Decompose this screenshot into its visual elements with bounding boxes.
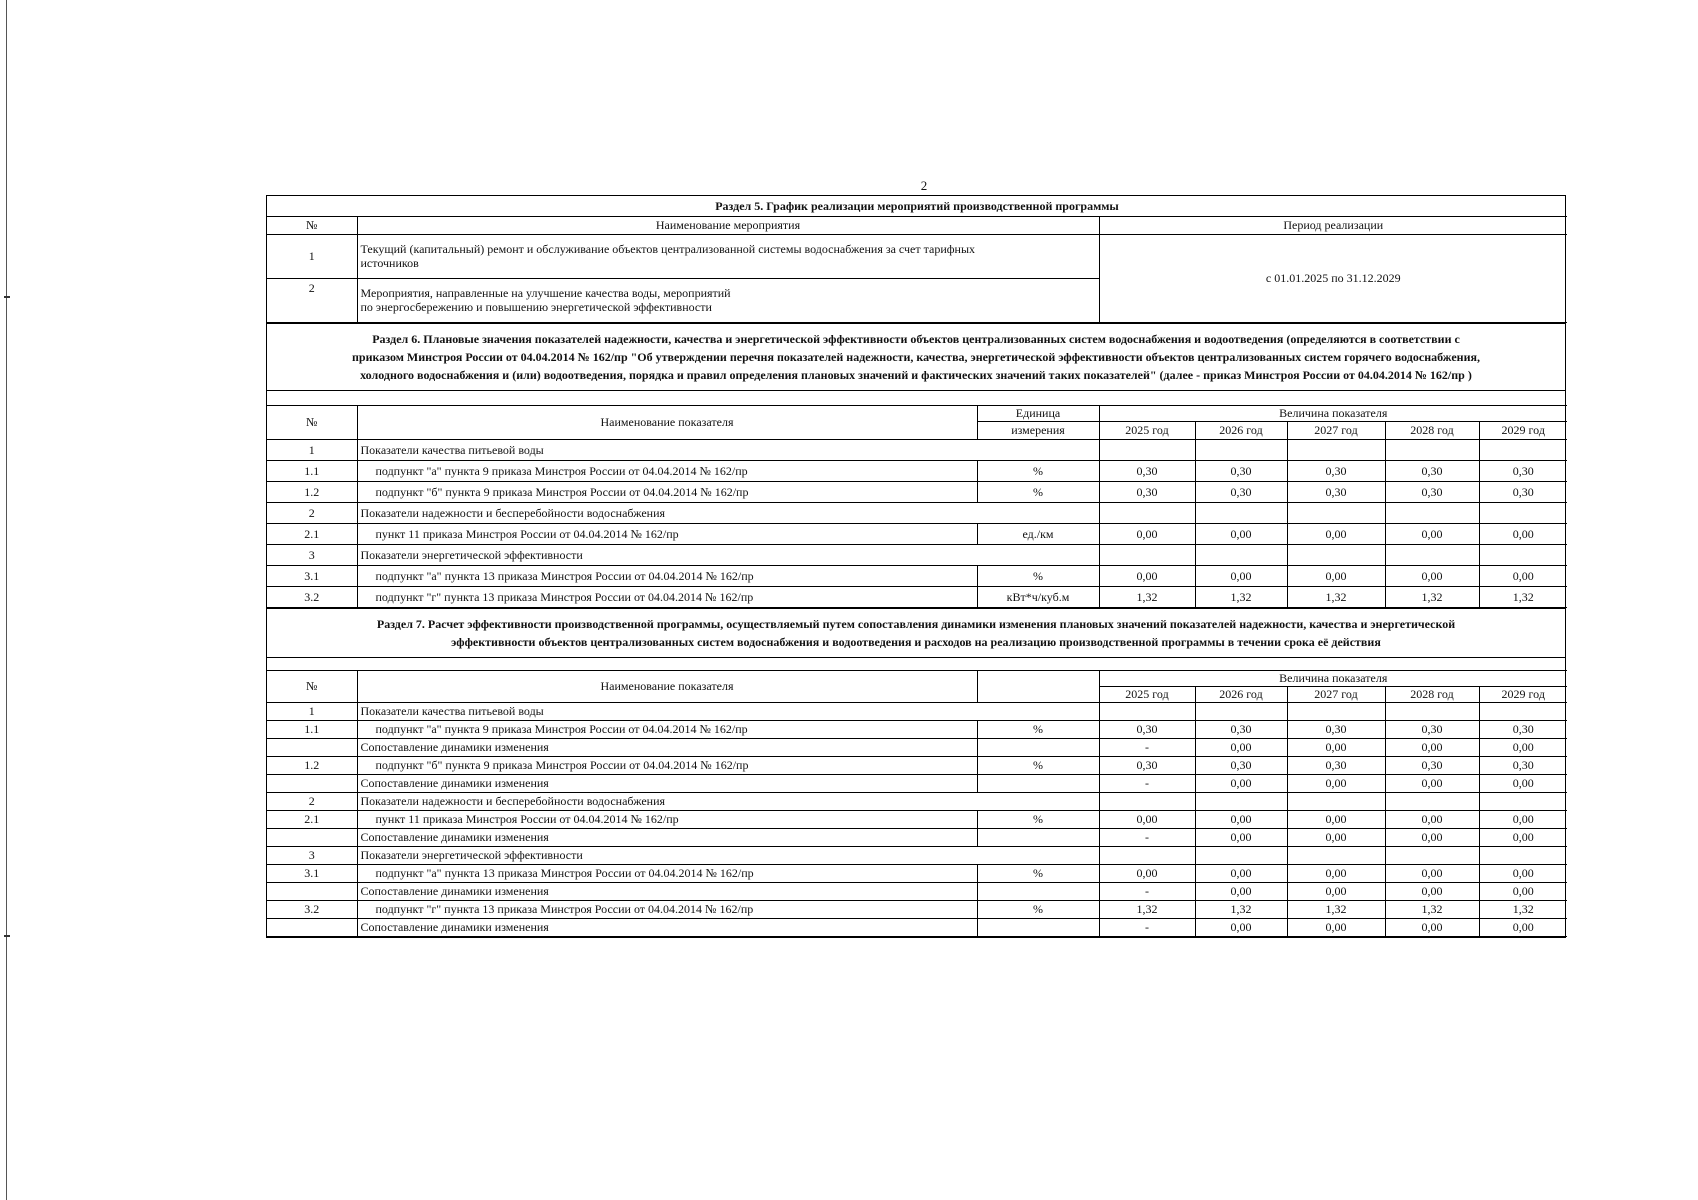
section6-col-num: № (267, 405, 357, 439)
section6-title-line: Раздел 6. Плановые значения показателей надежности, качества и энергетической эффективности объектов централизованных систем водоснабжения и водоотведения (определяются в соответствии с (372, 331, 1460, 346)
empty-cell (1287, 792, 1385, 810)
section6-row-item (267, 586, 1567, 607)
value-cell: - (1099, 882, 1195, 900)
section6-col-value: Величина показателя (1099, 405, 1567, 421)
unit-cell (977, 738, 1099, 756)
value-cell: 0,00 (1099, 565, 1195, 586)
section7-row-group (267, 792, 1567, 810)
value-cell: 0,30 (1385, 481, 1479, 502)
section6-year: 2025 год (1099, 421, 1195, 439)
value-cell: 0,00 (1479, 738, 1567, 756)
value-cell: 0,00 (1479, 774, 1567, 792)
value-cell: 1,32 (1195, 900, 1287, 918)
row-number: 3.1 (267, 565, 357, 586)
value-cell: 0,00 (1287, 523, 1385, 544)
indicator-name: подпункт "б" пункта 9 приказа Минстроя России от 04.04.2014 № 162/пр (357, 481, 977, 502)
value-cell: 0,00 (1385, 882, 1479, 900)
row-number: 3 (267, 544, 357, 565)
value-cell: 0,00 (1195, 918, 1287, 936)
value-cell: 0,00 (1385, 738, 1479, 756)
section6-year: 2026 год (1195, 421, 1287, 439)
value-cell: 0,00 (1385, 864, 1479, 882)
unit-cell (977, 918, 1099, 936)
empty-cell (1099, 544, 1195, 565)
value-cell: 0,00 (1287, 810, 1385, 828)
empty-cell (1099, 439, 1195, 460)
row-number: 1.2 (267, 481, 357, 502)
value-cell: 0,30 (1287, 460, 1385, 481)
section5-row-line: по энергосбережению и повышению энергетической эффективности (360, 300, 712, 314)
unit-cell: ед./км (977, 523, 1099, 544)
section5-col-num: № (267, 216, 357, 234)
section7-row-group (267, 846, 1567, 864)
section6-table (267, 405, 1567, 608)
group-name: Показатели надежности и бесперебойности водоснабжения (357, 502, 1099, 523)
section5-row-name (357, 234, 1099, 278)
section7-title-line: эффективности объектов централизованных систем водоснабжения и водоотведения и расходов на реализацию производственной программы в течении срока её действия (451, 634, 1381, 649)
empty-cell (1287, 502, 1385, 523)
indicator-name: подпункт "г" пункта 13 приказа Минстроя России от 04.04.2014 № 162/пр (357, 586, 977, 607)
value-cell: 0,30 (1479, 481, 1567, 502)
row-number (267, 918, 357, 936)
unit-cell: % (977, 756, 1099, 774)
section7-year: 2027 год (1287, 686, 1385, 702)
comparison-label: Сопоставление динамики изменения (357, 828, 977, 846)
value-cell: 1,32 (1479, 586, 1567, 607)
section7-row-group (267, 702, 1567, 720)
unit-cell (977, 774, 1099, 792)
section7-row-compare (267, 738, 1567, 756)
value-cell: 0,30 (1195, 720, 1287, 738)
value-cell: 0,00 (1195, 828, 1287, 846)
row-number: 3.2 (267, 900, 357, 918)
section6-row-item (267, 481, 1567, 502)
value-cell: 0,30 (1099, 720, 1195, 738)
empty-cell (1479, 502, 1567, 523)
empty-cell (1195, 846, 1287, 864)
row-number: 2 (267, 792, 357, 810)
section5-row-line: источников (360, 256, 419, 270)
value-cell: 1,32 (1287, 900, 1385, 918)
value-cell: 0,30 (1099, 481, 1195, 502)
row-number: 1 (267, 702, 357, 720)
value-cell: 0,00 (1385, 810, 1479, 828)
unit-cell: % (977, 864, 1099, 882)
row-number (267, 774, 357, 792)
unit-cell: % (977, 481, 1099, 502)
empty-cell (1195, 439, 1287, 460)
empty-cell (1287, 439, 1385, 460)
unit-cell: % (977, 810, 1099, 828)
value-cell: 0,00 (1287, 882, 1385, 900)
value-cell: 0,00 (1287, 828, 1385, 846)
section-gap (267, 390, 1565, 405)
empty-cell (1479, 702, 1567, 720)
value-cell: 0,00 (1195, 774, 1287, 792)
section7-row-item (267, 810, 1567, 828)
empty-cell (1479, 846, 1567, 864)
value-cell: - (1099, 918, 1195, 936)
section7-col-value: Величина показателя (1099, 670, 1567, 686)
value-cell: 0,00 (1195, 882, 1287, 900)
comparison-label: Сопоставление динамики изменения (357, 918, 977, 936)
value-cell: 1,32 (1479, 900, 1567, 918)
value-cell: 0,00 (1099, 864, 1195, 882)
value-cell: - (1099, 774, 1195, 792)
section6-row-group (267, 502, 1567, 523)
value-cell: 0,30 (1195, 460, 1287, 481)
section6-col-unit: Единица (977, 405, 1099, 421)
empty-cell (1195, 792, 1287, 810)
section6-year: 2029 год (1479, 421, 1567, 439)
empty-cell (1287, 544, 1385, 565)
document-sheet (266, 195, 1566, 938)
empty-cell (1099, 792, 1195, 810)
unit-cell: % (977, 460, 1099, 481)
value-cell: 0,30 (1385, 720, 1479, 738)
section5-col-period: Период реализации (1099, 216, 1567, 234)
value-cell: 0,00 (1099, 810, 1195, 828)
empty-cell (1385, 544, 1479, 565)
section7-year: 2028 год (1385, 686, 1479, 702)
section6-row-group (267, 544, 1567, 565)
section7-table (267, 670, 1567, 937)
value-cell: 0,30 (1099, 460, 1195, 481)
indicator-name: пункт 11 приказа Минстроя России от 04.04.2014 № 162/пр (357, 810, 977, 828)
section5-row-num: 1 (267, 234, 357, 278)
value-cell: 0,00 (1385, 565, 1479, 586)
row-number: 3.1 (267, 864, 357, 882)
unit-cell (977, 828, 1099, 846)
section6-year: 2028 год (1385, 421, 1479, 439)
section7-row-item (267, 864, 1567, 882)
value-cell: 0,00 (1195, 810, 1287, 828)
unit-cell: % (977, 565, 1099, 586)
value-cell: 0,00 (1385, 828, 1479, 846)
section5-period: с 01.01.2025 по 31.12.2029 (1099, 234, 1567, 322)
section7-row-compare (267, 774, 1567, 792)
value-cell: 0,00 (1195, 738, 1287, 756)
indicator-name: подпункт "а" пункта 13 приказа Минстроя России от 04.04.2014 № 162/пр (357, 565, 977, 586)
empty-cell (1195, 502, 1287, 523)
row-number (267, 738, 357, 756)
section7-row-item (267, 900, 1567, 918)
value-cell: 0,00 (1385, 918, 1479, 936)
value-cell: 0,00 (1287, 565, 1385, 586)
group-name: Показатели энергетической эффективности (357, 846, 1099, 864)
comparison-label: Сопоставление динамики изменения (357, 738, 977, 756)
section6-body (267, 439, 1567, 607)
section7-row-compare (267, 918, 1567, 936)
scan-mark (4, 935, 10, 937)
row-number: 1.1 (267, 460, 357, 481)
section7-col-unit (977, 670, 1099, 702)
section5-col-name: Наименование мероприятия (357, 216, 1099, 234)
row-number: 2.1 (267, 810, 357, 828)
value-cell: - (1099, 828, 1195, 846)
empty-cell (1479, 544, 1567, 565)
indicator-name: подпункт "а" пункта 9 приказа Минстроя России от 04.04.2014 № 162/пр (357, 460, 977, 481)
section7-title-line: Раздел 7. Расчет эффективности производственной программы, осуществляемый путем сопоставления динамики изменения плановых значений показателей надежности, качества и энергетической (376, 616, 1456, 631)
value-cell: 0,00 (1385, 774, 1479, 792)
group-name: Показатели надежности и бесперебойности водоснабжения (357, 792, 1099, 810)
value-cell: 0,30 (1479, 460, 1567, 481)
row-number: 1.2 (267, 756, 357, 774)
empty-cell (1385, 439, 1479, 460)
section7-title (267, 608, 1565, 657)
section7-year: 2025 год (1099, 686, 1195, 702)
section5-title: Раздел 5. График реализации мероприятий производственной программы (267, 196, 1567, 216)
value-cell: 0,00 (1287, 918, 1385, 936)
section7-year: 2026 год (1195, 686, 1287, 702)
empty-cell (1385, 792, 1479, 810)
value-cell: 0,00 (1479, 523, 1567, 544)
section6-row-group (267, 439, 1567, 460)
value-cell: 1,32 (1385, 586, 1479, 607)
page-number: 2 (920, 178, 928, 193)
comparison-label: Сопоставление динамики изменения (357, 882, 977, 900)
section-gap (267, 657, 1565, 670)
group-name: Показатели качества питьевой воды (357, 439, 1099, 460)
value-cell: 0,30 (1287, 720, 1385, 738)
row-number: 3.2 (267, 586, 357, 607)
value-cell: 0,00 (1287, 738, 1385, 756)
empty-cell (1099, 846, 1195, 864)
value-cell: 0,00 (1195, 523, 1287, 544)
value-cell: 0,00 (1287, 774, 1385, 792)
value-cell: 0,00 (1479, 810, 1567, 828)
empty-cell (1385, 502, 1479, 523)
indicator-name: пункт 11 приказа Минстроя России от 04.04.2014 № 162/пр (357, 523, 977, 544)
value-cell: 0,30 (1099, 756, 1195, 774)
unit-cell: % (977, 720, 1099, 738)
row-number: 2 (267, 502, 357, 523)
section6-title-line: холодного водоснабжения и (или) водоотведения, порядка и правил определения плановых значений и фактических значений таких показателей" (далее - приказ Минстроя России от 04.04.2014 № 162/пр ) (360, 367, 1472, 382)
section7-row-compare (267, 882, 1567, 900)
comparison-label: Сопоставление динамики изменения (357, 774, 977, 792)
section6-row-item (267, 565, 1567, 586)
value-cell: 1,32 (1385, 900, 1479, 918)
value-cell: 0,00 (1479, 828, 1567, 846)
value-cell: 0,00 (1479, 864, 1567, 882)
value-cell: 0,30 (1287, 756, 1385, 774)
value-cell: - (1099, 738, 1195, 756)
value-cell: 0,00 (1385, 523, 1479, 544)
value-cell: 0,30 (1195, 481, 1287, 502)
value-cell: 0,00 (1195, 565, 1287, 586)
value-cell: 0,00 (1195, 864, 1287, 882)
section6-row-item (267, 523, 1567, 544)
unit-cell: кВт*ч/куб.м (977, 586, 1099, 607)
row-number (267, 882, 357, 900)
section6-year: 2027 год (1287, 421, 1385, 439)
empty-cell (1385, 702, 1479, 720)
indicator-name: подпункт "а" пункта 13 приказа Минстроя России от 04.04.2014 № 162/пр (357, 864, 977, 882)
unit-cell (977, 882, 1099, 900)
empty-cell (1479, 792, 1567, 810)
section7-row-item (267, 720, 1567, 738)
section6-row-item (267, 460, 1567, 481)
section7-year: 2029 год (1479, 686, 1567, 702)
empty-cell (1195, 544, 1287, 565)
section7-body (267, 702, 1567, 936)
value-cell: 0,30 (1385, 460, 1479, 481)
row-number: 1.1 (267, 720, 357, 738)
value-cell: 0,00 (1479, 882, 1567, 900)
unit-cell: % (977, 900, 1099, 918)
value-cell: 0,30 (1287, 481, 1385, 502)
row-number (267, 828, 357, 846)
section5-table (267, 196, 1567, 323)
section5-row-line: Текущий (капитальный) ремонт и обслуживание объектов централизованной системы водоснабжения за счет тарифных (360, 242, 976, 256)
group-name: Показатели энергетической эффективности (357, 544, 1099, 565)
section7-row-compare (267, 828, 1567, 846)
empty-cell (1479, 439, 1567, 460)
empty-cell (1287, 846, 1385, 864)
value-cell: 0,30 (1385, 756, 1479, 774)
value-cell: 0,30 (1195, 756, 1287, 774)
empty-cell (1195, 702, 1287, 720)
group-name: Показатели качества питьевой воды (357, 702, 1099, 720)
section6-title (267, 323, 1565, 390)
section7-col-name: Наименование показателя (357, 670, 977, 702)
indicator-name: подпункт "г" пункта 13 приказа Минстроя России от 04.04.2014 № 162/пр (357, 900, 977, 918)
empty-cell (1287, 702, 1385, 720)
section7-row-item (267, 756, 1567, 774)
section5-row-name (357, 278, 1099, 322)
value-cell: 0,00 (1479, 565, 1567, 586)
empty-cell (1099, 702, 1195, 720)
row-number: 3 (267, 846, 357, 864)
indicator-name: подпункт "б" пункта 9 приказа Минстроя России от 04.04.2014 № 162/пр (357, 756, 977, 774)
value-cell: 1,32 (1099, 586, 1195, 607)
value-cell: 1,32 (1287, 586, 1385, 607)
section7-col-num: № (267, 670, 357, 702)
value-cell: 0,30 (1479, 756, 1567, 774)
value-cell: 0,00 (1099, 523, 1195, 544)
scan-mark (4, 296, 10, 298)
row-number: 2.1 (267, 523, 357, 544)
section6-col-unit: измерения (977, 421, 1099, 439)
value-cell: 0,30 (1479, 720, 1567, 738)
section6-col-name: Наименование показателя (357, 405, 977, 439)
empty-cell (1099, 502, 1195, 523)
value-cell: 0,00 (1287, 864, 1385, 882)
section6-title-line: приказом Минстроя России от 04.04.2014 № 162/пр "Об утверждении перечня показателей надежности, качества, энергетической эффективности объектов централизованных систем горячего водоснабжения, (352, 349, 1480, 364)
value-cell: 1,32 (1099, 900, 1195, 918)
empty-cell (1385, 846, 1479, 864)
indicator-name: подпункт "а" пункта 9 приказа Минстроя России от 04.04.2014 № 162/пр (357, 720, 977, 738)
row-number: 1 (267, 439, 357, 460)
value-cell: 0,00 (1479, 918, 1567, 936)
section5-row-num: 2 (267, 278, 357, 322)
value-cell: 1,32 (1195, 586, 1287, 607)
section5-row-line: Мероприятия, направленные на улучшение качества воды, мероприятий (360, 286, 731, 300)
